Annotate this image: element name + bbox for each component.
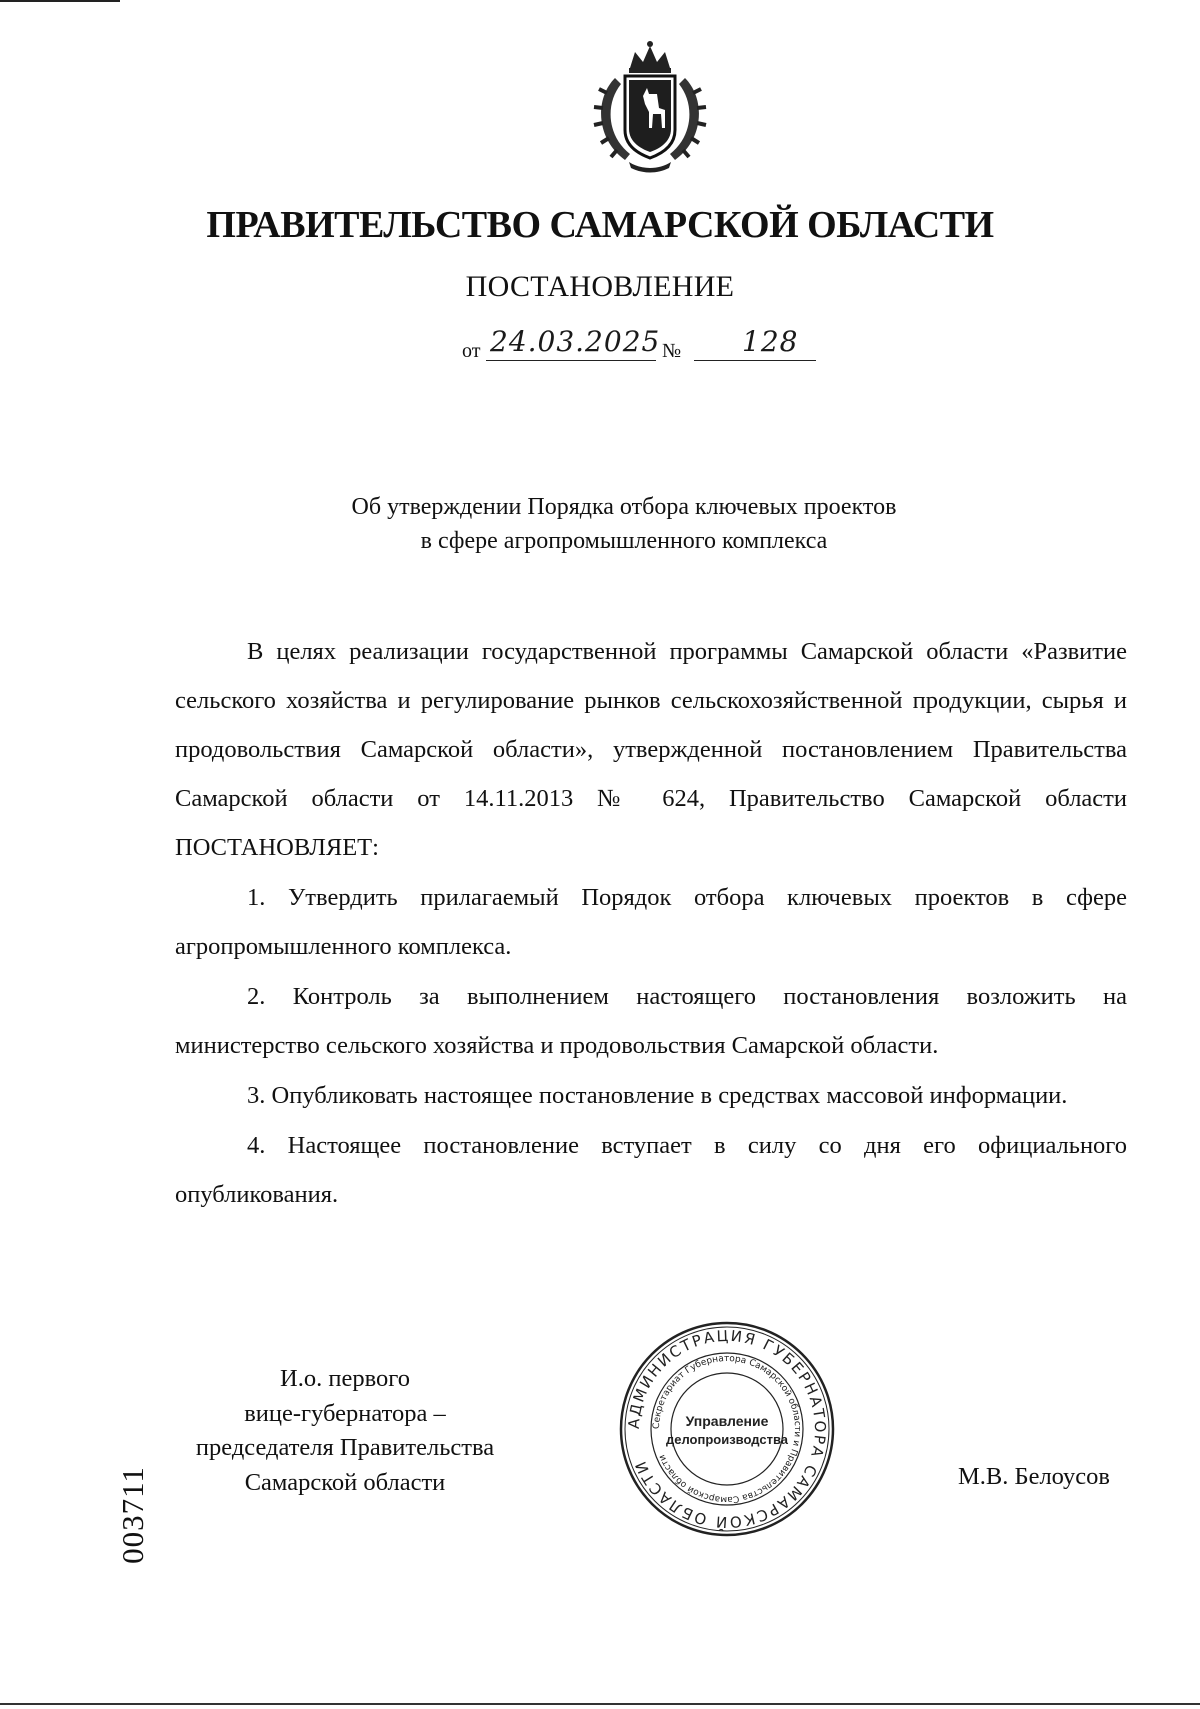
body-item-3: 3. Опубликовать настоящее постановление в средствах массовой информации. — [247, 1082, 1068, 1109]
signatory-title-line: Самарской области — [244, 1468, 446, 1496]
date-number-line — [462, 325, 862, 365]
handwritten-number: 128 — [742, 325, 799, 358]
registration-number-text: 003711 — [115, 1466, 150, 1564]
date-underline — [486, 360, 656, 361]
document-type: ПОСТАНОВЛЕНИЕ — [465, 270, 735, 303]
signatory-title — [150, 1362, 540, 1500]
date-prefix: от — [462, 340, 481, 362]
seal-outer-text: АДМИНИСТРАЦИЯ ГУБЕРНАТОРА САМАРСКОЙ ОБЛАСТИ — [624, 1326, 830, 1532]
seal-center-line-2: делопроизводства — [665, 1432, 789, 1447]
government-title: ПРАВИТЕЛЬСТВО САМАРСКОЙ ОБЛАСТИ — [206, 204, 994, 246]
body-item-4: 4. Настоящее постановление вступает в силу со дня его официального опубликования. — [175, 1132, 1127, 1208]
document-subject — [0, 490, 1200, 558]
scan-bottom-edge — [0, 1703, 1200, 1705]
number-underline — [694, 360, 816, 361]
official-seal — [618, 1320, 836, 1538]
svg-text:Секретариат Губернатора Самарс — [652, 1354, 802, 1504]
handwritten-date: 24.03.2025 — [490, 325, 661, 358]
samara-coat-of-arms-icon — [585, 38, 715, 173]
preamble-paragraph: В целях реализации государственной программы Самарской области «Развитие сельского хозяйства и регулирование рынков сельскохозяйственной продукции, сырья и продовольствия Самарской области», утвержденной постановлением Правительства Самарской области от 14.11.2013 № 624, Правительство Самарской области ПОСТАНОВЛЯЕТ: — [175, 638, 1127, 861]
subject-line-1: Об утверждении Порядка отбора ключевых проектов — [351, 494, 897, 520]
seal-middle-text: Секретариат Губернатора Самарской области и Правительства Самарской области — [651, 1353, 803, 1505]
number-prefix: № — [662, 340, 682, 362]
signatory-title-line: председателя Правительства — [195, 1434, 495, 1461]
subject-line-2: в сфере агропромышленного комплекса — [420, 528, 828, 554]
signatory-title-line: вице-губернатора – — [244, 1399, 446, 1427]
scan-edge-line — [0, 0, 120, 2]
body-item-2: 2. Контроль за выполнением настоящего постановления возложить на министерство сельского хозяйства и продовольствия Самарской области. — [175, 983, 1127, 1059]
seal-center-line-1: Управление — [685, 1413, 769, 1429]
signatory-name: М.В. Белоусов — [958, 1463, 1110, 1490]
signatory-title-line: И.о. первого — [280, 1365, 410, 1392]
body-item-1: 1. Утвердить прилагаемый Порядок отбора ключевых проектов в сфере агропромышленного комплекса. — [175, 884, 1127, 960]
registration-number — [103, 1440, 163, 1590]
document-body — [175, 627, 1127, 1219]
